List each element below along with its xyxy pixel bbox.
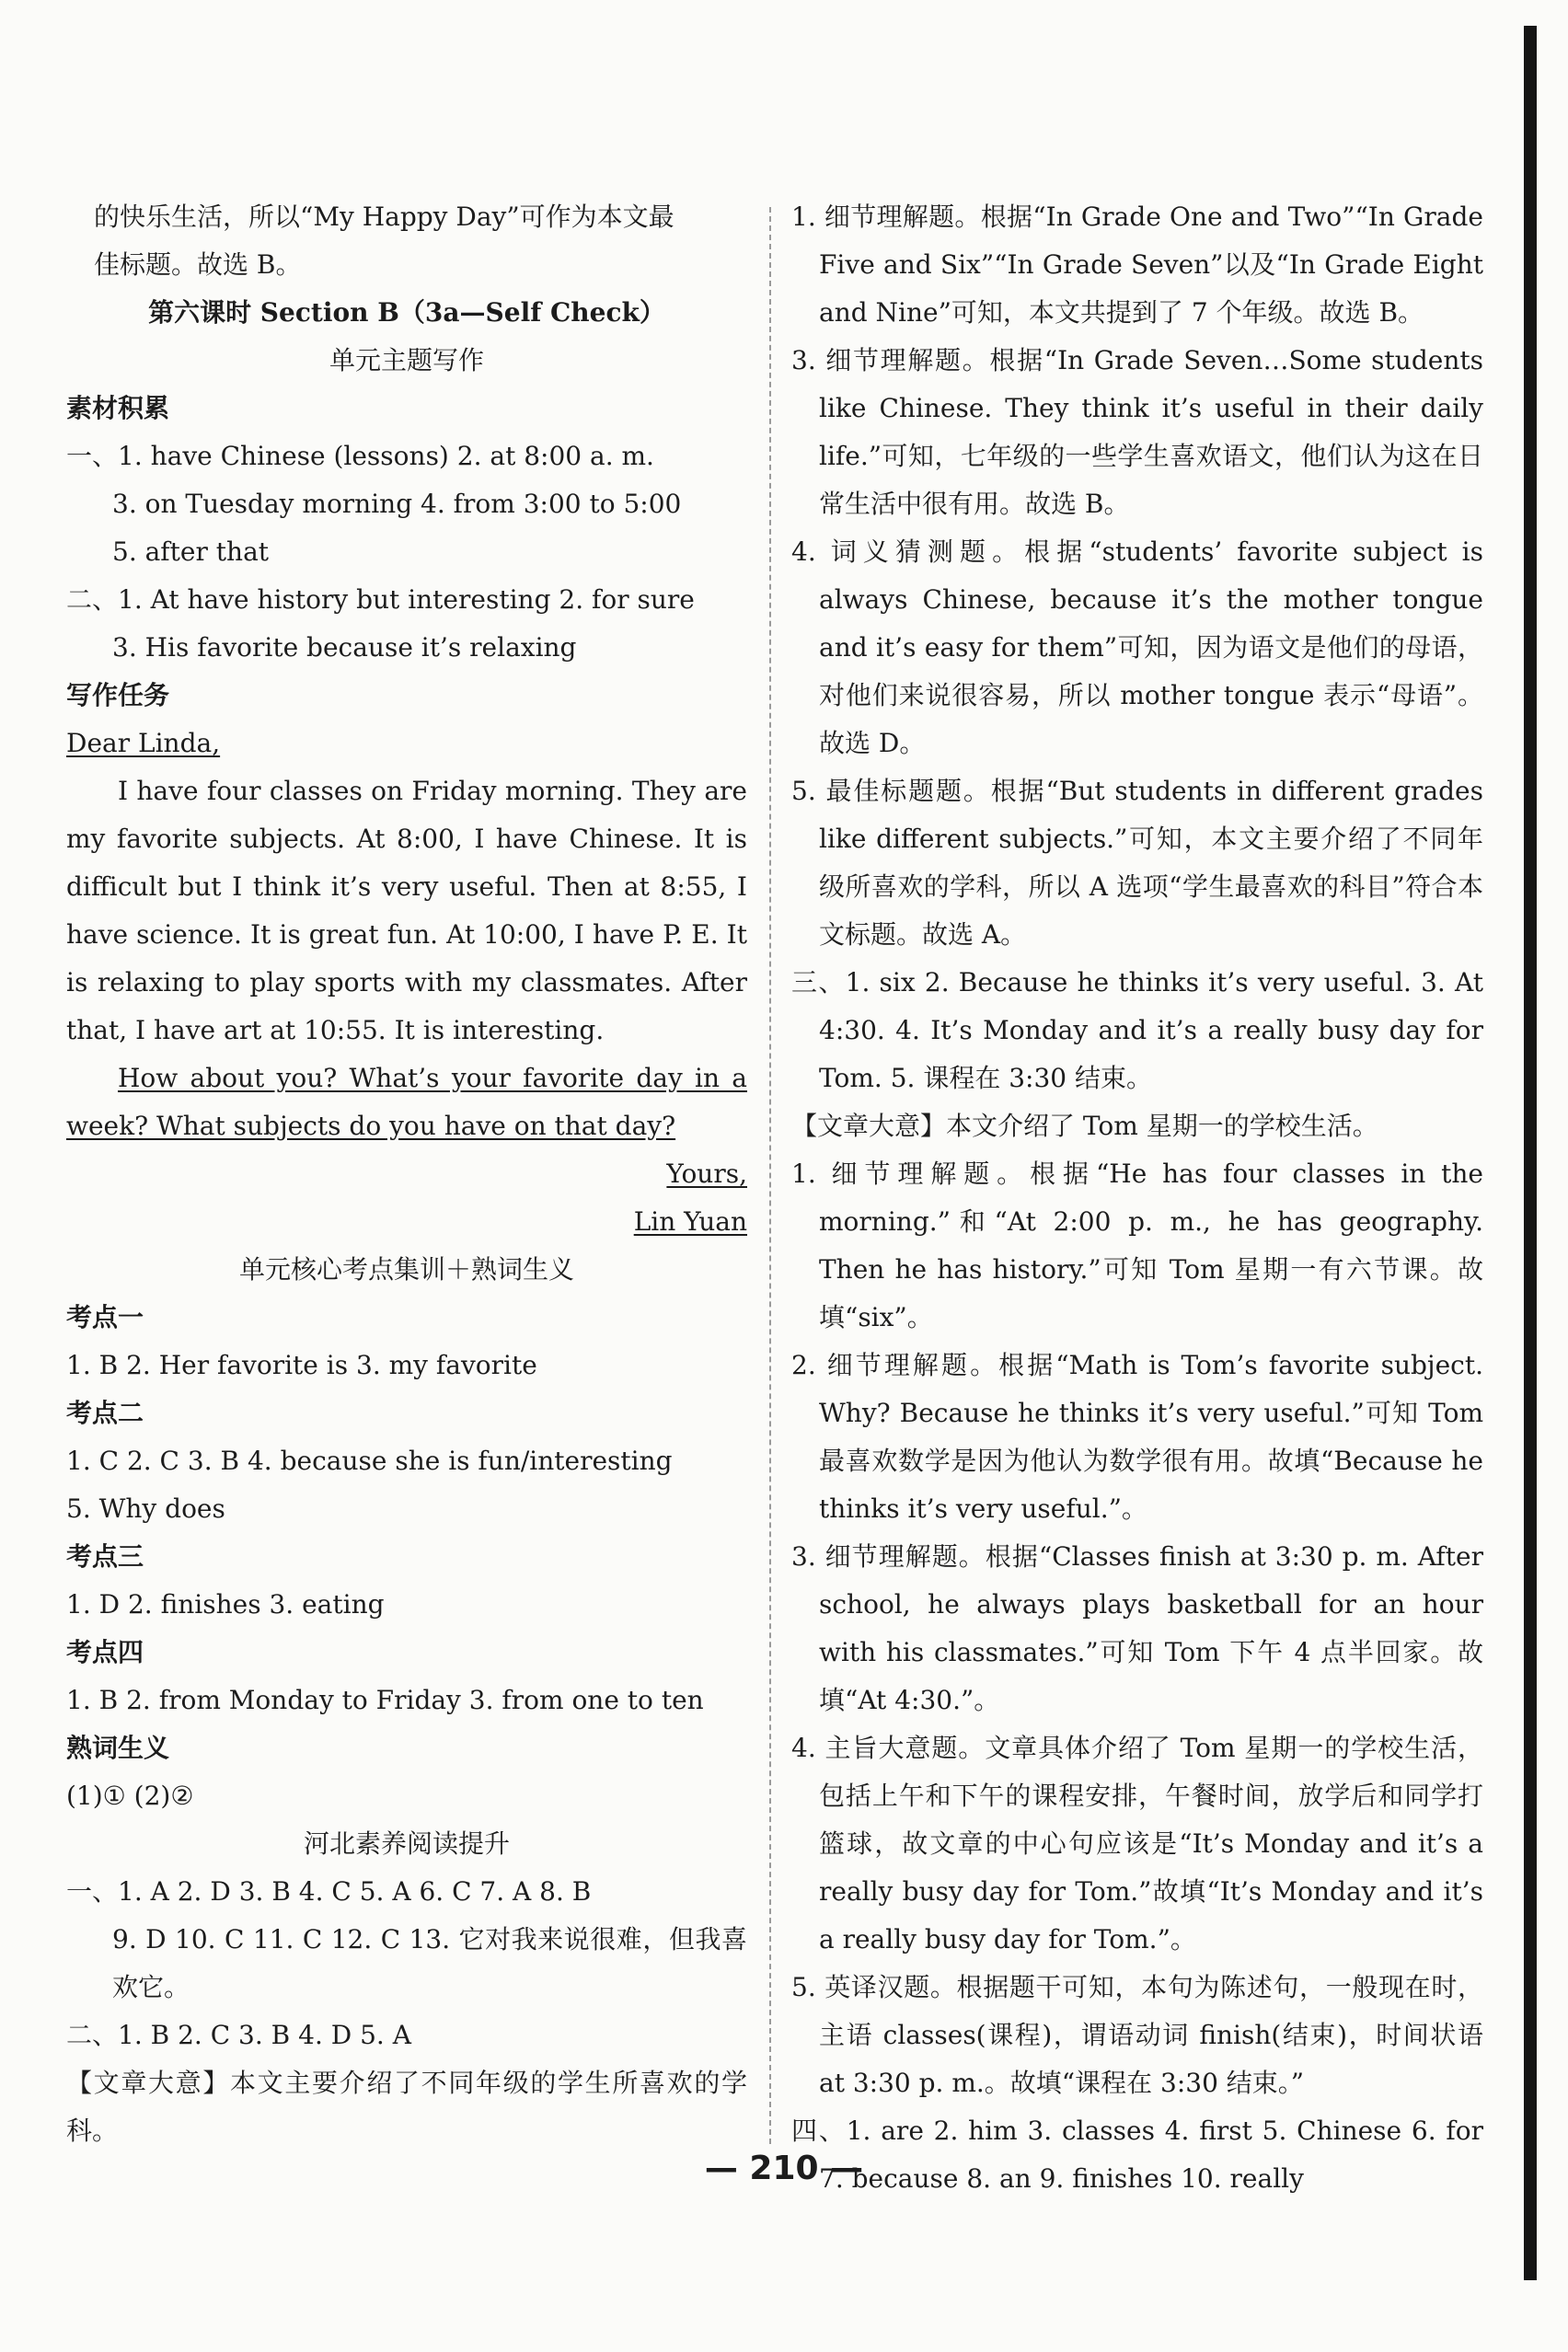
answer-explanation-r11: 5. 英译汉题。根据题干可知，本句为陈述句，一般现在时，主语 classes(课程)，谓语动词 finish(结束)，时间状语 at 3:30 p. m.。故填“课程在 3:30 结束。” (791, 1972, 1483, 2098)
kaodian-1-answers: 1. B 2. Her favorite is 3. my favorite (66, 1350, 537, 1380)
salutation-text: Dear Linda, (66, 728, 221, 758)
article-summary-right: 【文章大意】本文介绍了 Tom 星期一的学校生活。 (791, 1111, 1378, 1141)
answer-section-3: 三、1. six 2. Because he thinks it’s very useful. 3. At 4:30. 4. It’s Monday and it’s a really busy day for Tom. 5. 课程在 3:30 结束。 (791, 967, 1483, 1093)
kaodian-2-answers-a: 1. C 2. C 3. B 4. because she is fun/interesting (66, 1446, 673, 1476)
kaodian-3-answers: 1. D 2. finishes 3. eating (66, 1589, 385, 1620)
material-row-5: 3. His favorite because it’s relaxing (112, 632, 577, 663)
core-points-title: 单元核心考点集训＋熟词生义 (238, 1254, 574, 1285)
page-number: — 210 — (704, 2150, 864, 2187)
letter-closing (66, 1150, 747, 1198)
kaodian-1: 考点一 (66, 1302, 144, 1332)
hebei-answers-3: 二、1. B 2. C 3. B 4. D 5. A (66, 2020, 411, 2050)
letter-signature (66, 1198, 747, 1246)
kaodian-2-answers-b: 5. Why does (66, 1493, 225, 1524)
hebei-answers-2: 9. D 10. C 11. C 12. C 13. 它对我来说很难，但我喜欢它。 (112, 1924, 747, 2002)
answer-explanation-r9: 3. 细节理解题。根据“Classes finish at 3:30 p. m. After school, he always plays basketball for an hour with his classmates.”可知 Tom 下午 4 点半回家。故填“At 4:30.”。 (791, 1541, 1483, 1715)
material-row-2: 3. on Tuesday morning 4. from 3:00 to 5:00 (112, 489, 682, 519)
hebei-answers-1: 一、1. A 2. D 3. B 4. C 5. A 6. C 7. A 8. B (66, 1876, 592, 1907)
left-column (66, 193, 747, 2155)
intro-line-2: 佳标题。故选 B。 (94, 249, 302, 280)
right-column (791, 193, 1483, 2203)
lesson-title: 第六课时 Section B（3a—Self Check） (148, 297, 665, 328)
answer-explanation-r2: 3. 细节理解题。根据“In Grade Seven…Some students like Chinese. They think it’s useful in their daily life.”可知，七年级的一些学生喜欢语文，他们认为这在日常生活中很有用。故选 B。 (791, 345, 1483, 519)
kaodian-4: 考点四 (66, 1637, 144, 1667)
kaodian-4-answers: 1. B 2. from Monday to Friday 3. from one to ten (66, 1685, 704, 1715)
hebei-reading-title: 河北素养阅读提升 (303, 1828, 510, 1859)
column-divider (769, 207, 771, 2144)
intro-line-1: 的快乐生活，所以“My Happy Day”可作为本文最 (94, 202, 674, 232)
familiar-words-answers: (1)① (2)② (66, 1781, 194, 1811)
answer-explanation-r4: 5. 最佳标题题。根据“But students in different grades like different subjects.”可知，本文主要介绍了不同年级所喜欢的学科，所以 A 选项“学生最喜欢的科目”符合本文标题。故选 A。 (791, 776, 1483, 950)
closing-text: Yours, (666, 1159, 747, 1189)
letter-body-1: I have four classes on Friday morning. They are my favorite subjects. At 8:00, I have Chinese. It is difficult but I think it’s very useful. Then at 8:55, I have science. It is great fun. At 10:00, I have P. E. It is relaxing to play sports with my classmates. After that, I have art at 10:55. It is interesting. (66, 776, 747, 1045)
letter-body-2 (66, 1055, 747, 1150)
kaodian-2: 考点二 (66, 1398, 144, 1428)
answer-explanation-r8: 2. 细节理解题。根据“Math is Tom’s favorite subject. Why? Because he thinks it’s very useful.”可知 Tom 最喜欢数学是因为他认为数学很有用。故填“Because he thinks it’s very useful.”。 (791, 1350, 1483, 1524)
left-intro-line (66, 193, 747, 289)
answer-section-4: 四、1. are 2. him 3. classes 4. first 5. Chinese 6. for 7. because 8. an 9. finishes 10. really (791, 2116, 1483, 2194)
familiar-words: 熟词生义 (66, 1733, 170, 1763)
material-row-3: 5. after that (112, 536, 270, 567)
answer-explanation-r10: 4. 主旨大意题。文章具体介绍了 Tom 星期一的学校生活，包括上午和下午的课程安排，午餐时间，放学后和同学打篮球，故文章的中心句应该是“It’s Monday and it’s a really busy day for Tom.”故填“It’s Monday and it’s a really busy day for Tom.”。 (791, 1733, 1483, 1954)
material-row-4: 二、1. At have history but interesting 2. for sure (66, 584, 695, 615)
answer-explanation-r7: 1. 细节理解题。根据“He has four classes in the morning.”和“At 2:00 p. m., he has geography. Then he has history.”可知 Tom 星期一有六节课。故填“six”。 (791, 1159, 1483, 1332)
material-row-1: 一、1. have Chinese (lessons) 2. at 8:00 a. m. (66, 441, 654, 471)
article-summary-left: 【文章大意】本文主要介绍了不同年级的学生所喜欢的学科。 (66, 2068, 747, 2146)
page-spine-edge (1524, 26, 1537, 2280)
section-material: 素材积累 (66, 393, 170, 423)
letter-salutation (66, 720, 747, 767)
signature-text: Lin Yuan (633, 1206, 747, 1237)
unit-writing-title: 单元主题写作 (329, 345, 484, 375)
letter-body-2-text: How about you? What’s your favorite day in a week? What subjects do you have on that day? (66, 1063, 747, 1141)
section-task: 写作任务 (66, 680, 170, 710)
kaodian-3: 考点三 (66, 1541, 144, 1572)
answer-explanation-r3: 4. 词义猜测题。根据“students’ favorite subject is always Chinese, because it’s the mother tongue and it’s easy for them”可知，因为语文是他们的母语，对他们来说很容易，所以 mother tongue 表示“母语”。故选 D。 (791, 536, 1483, 758)
answer-explanation-r1: 1. 细节理解题。根据“In Grade One and Two”“In Grade Five and Six”“In Grade Seven”以及“In Grade Eight and Nine”可知，本文共提到了 7 个年级。故选 B。 (791, 202, 1483, 328)
